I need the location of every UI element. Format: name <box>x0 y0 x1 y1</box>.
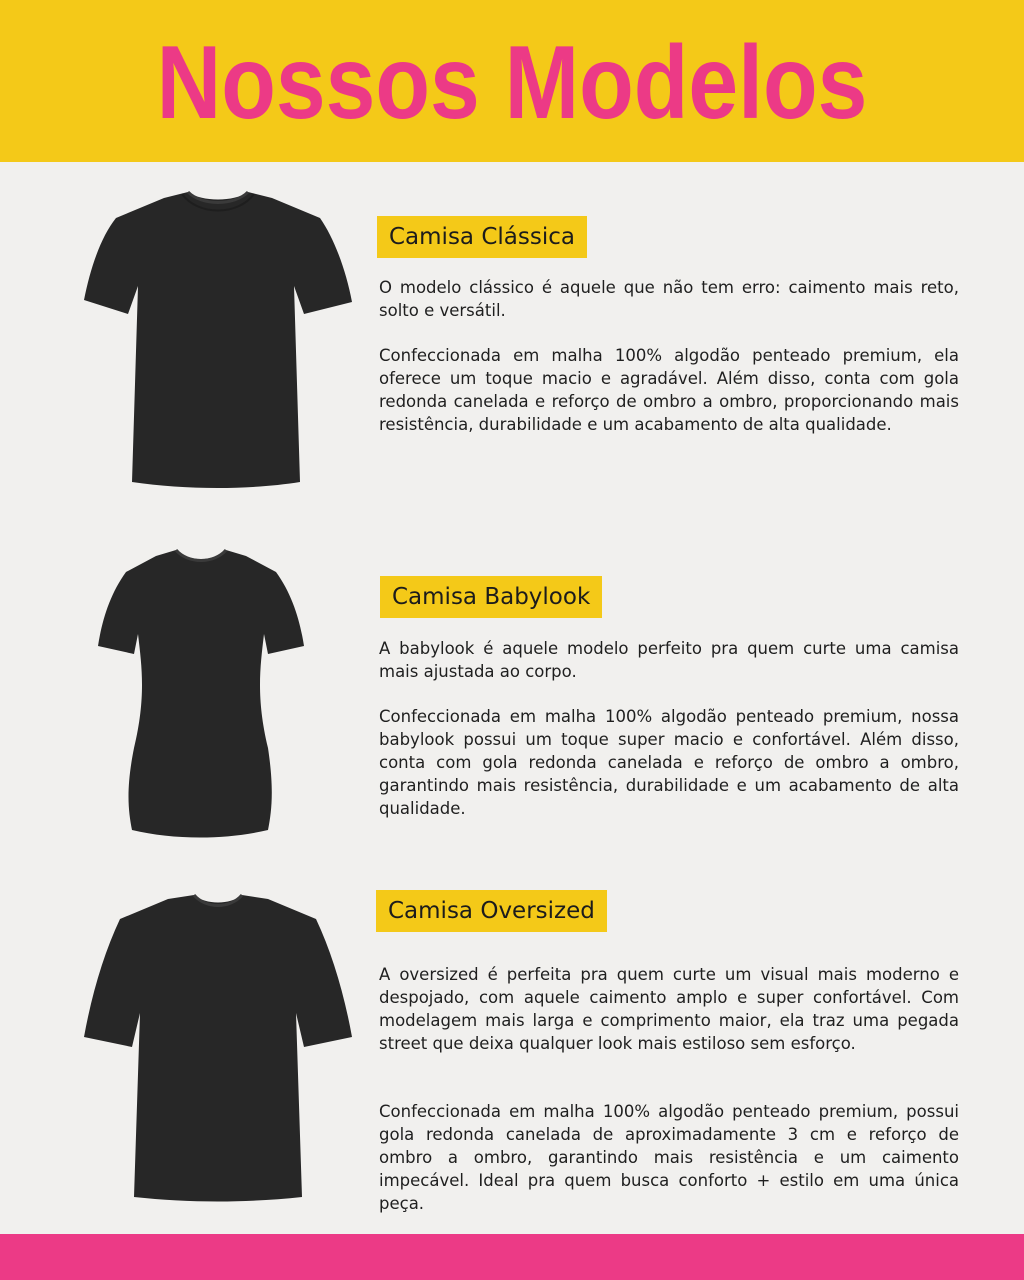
oversized-tshirt-icon <box>82 893 354 1203</box>
babylook-tshirt-icon <box>96 548 306 840</box>
page-title: Nossos Modelos <box>156 25 868 141</box>
product-description: A babylook é aquele modelo perfeito pra quem curte uma camisa mais ajustada ao corpo. <box>379 639 959 681</box>
product-description: Confeccionada em malha 100% algodão penteado premium, possui gola redonda canelada de aproximadamente 3 cm e reforço de ombro a ombro, garantindo mais resistência e um caimento impecável. Ideal pra quem busca conforto + estilo em uma única peça. <box>379 1102 959 1213</box>
product-title-babylook: Camisa Babylook <box>380 576 602 618</box>
product-description: Confeccionada em malha 100% algodão penteado premium, ela oferece um toque macio e agradável. Além disso, conta com gola redonda canelada e reforço de ombro a ombro, proporcionando mais resistência, durabilidade e um acabamento de alta qualidade. <box>379 346 959 434</box>
product-description: A oversized é perfeita pra quem curte um visual mais moderno e despojado, com aquele caimento amplo e super confortável. Com modelagem mais larga e comprimento maior, ela traz uma pegada street que deixa qualquer look mais estiloso sem esforço. <box>379 965 959 1053</box>
footer-bar <box>0 1234 1024 1280</box>
product-title-classica: Camisa Clássica <box>377 216 587 258</box>
classic-tshirt-icon <box>82 190 354 490</box>
product-description: O modelo clássico é aquele que não tem erro: caimento mais reto, solto e versátil. <box>379 278 959 320</box>
product-description: Confeccionada em malha 100% algodão penteado premium, nossa babylook possui um toque super macio e confortável. Além disso, conta com gola redonda canelada e reforço de ombro a ombro, garantindo mais resistência, durabilidade e um acabamento de alta qualidade. <box>379 707 959 818</box>
header-banner <box>0 0 1024 162</box>
product-title-oversized: Camisa Oversized <box>376 890 607 932</box>
